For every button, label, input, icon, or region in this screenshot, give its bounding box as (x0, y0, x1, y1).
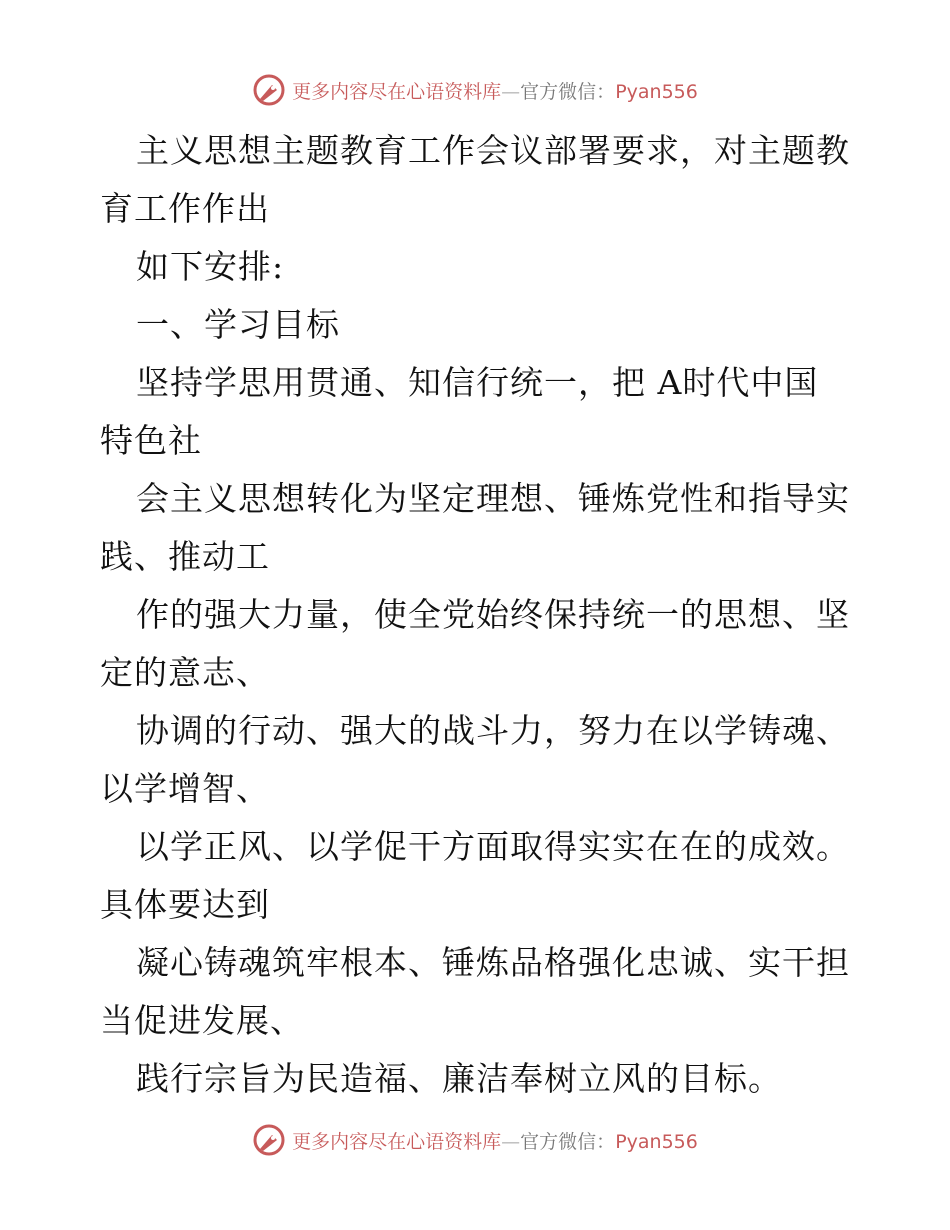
pen-nib-logo-icon (252, 1123, 286, 1157)
section-heading: 一、学习目标 (136, 305, 340, 344)
watermark-wechat-label: 官方微信： (520, 1130, 616, 1153)
document-body (100, 122, 860, 1108)
doc-line: 具体要达到 (100, 885, 270, 924)
watermark-wechat-id: Pyan556 (615, 1130, 698, 1153)
doc-line: 当促进发展、 (100, 1001, 304, 1040)
doc-line: 凝心铸魂筑牢根本、锤炼品格强化忠诚、实干担 (136, 943, 850, 982)
watermark-wechat-id: Pyan556 (615, 80, 698, 103)
watermark-main: 更多内容尽在心语资料库 (292, 80, 502, 103)
doc-line: 坚持学思用贯通、知信行统一，把 A时代中国 (136, 363, 819, 402)
header-watermark (0, 70, 950, 110)
doc-line: 如下安排: (136, 247, 285, 286)
doc-line: 主义思想主题教育工作会议部署要求，对主题教 (136, 131, 850, 170)
watermark-main: 更多内容尽在心语资料库 (292, 1130, 502, 1153)
watermark-wechat-label: 官方微信： (520, 80, 616, 103)
doc-line: 定的意志、 (100, 653, 270, 692)
doc-line: 作的强大力量，使全党始终保持统一的思想、坚 (136, 595, 850, 634)
doc-line: 特色社 (100, 421, 202, 460)
doc-line: 协调的行动、强大的战斗力，努力在以学铸魂、 (136, 711, 850, 750)
watermark-text (292, 1127, 698, 1154)
doc-line: 以学正风、以学促干方面取得实实在在的成效。 (136, 827, 850, 866)
doc-line: 会主义思想转化为坚定理想、锤炼党性和指导实 (136, 479, 850, 518)
pen-nib-logo-icon (252, 73, 286, 107)
watermark-separator: — (501, 1130, 521, 1153)
doc-line: 以学增智、 (100, 769, 270, 808)
doc-line: 育工作作出 (100, 189, 270, 228)
footer-watermark (0, 1120, 950, 1160)
watermark-separator: — (501, 80, 521, 103)
watermark-text (292, 77, 698, 104)
doc-line: 践行宗旨为民造福、廉洁奉树立风的目标。 (136, 1059, 782, 1098)
doc-line: 践、推动工 (100, 537, 270, 576)
